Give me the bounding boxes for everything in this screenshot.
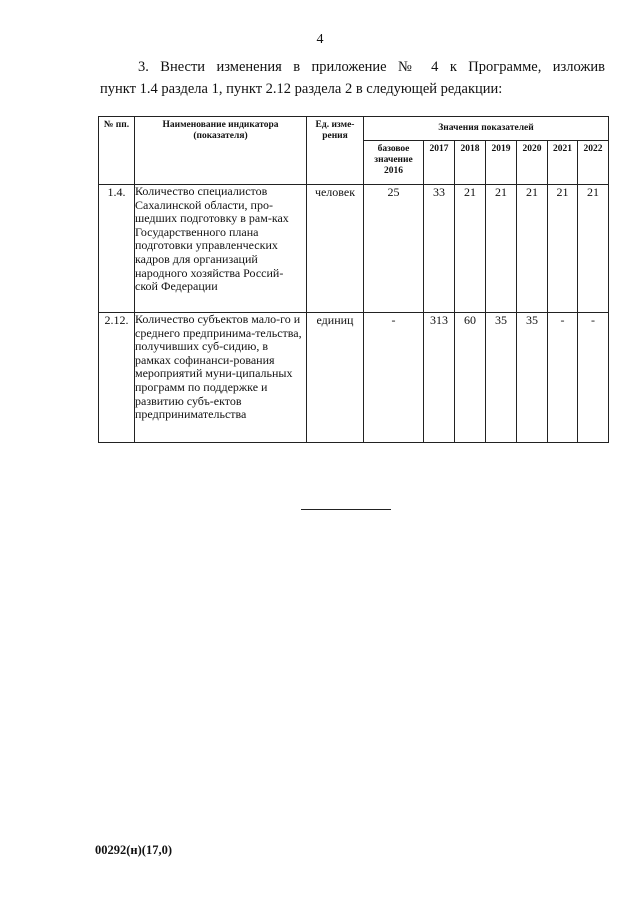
row-base-value: 25 [364, 185, 424, 313]
row-indicator-name: Количество субъектов мало-го и среднего предпринима-тельства, получивших суб-сидию, в рамках софинанси-рования мероприятий муни-ципальных программ по поддержке и развитию субъ-ектов предпринимательства [135, 313, 307, 443]
row-year-value: 33 [424, 185, 455, 313]
intro-line-1: 3. Внести изменения в приложение № 4 к Программе, изложив [138, 59, 605, 75]
row-number: 1.4. [99, 185, 135, 313]
row-year-value: 21 [486, 185, 517, 313]
table-row [99, 185, 609, 313]
row-year-value: - [548, 313, 578, 443]
row-year-value: 60 [455, 313, 486, 443]
header-year: 2022 [578, 141, 609, 185]
row-year-value: - [578, 313, 609, 443]
header-values-group: Значения показателей [364, 117, 609, 141]
header-year: 2019 [486, 141, 517, 185]
indicators-table [98, 116, 609, 443]
header-year: 2018 [455, 141, 486, 185]
row-year-value: 21 [517, 185, 548, 313]
document-code: 00292(н)(17,0) [95, 843, 172, 857]
row-number: 2.12. [99, 313, 135, 443]
header-indicator: Наименование индикатора (показателя) [135, 117, 307, 185]
row-unit: человек [307, 185, 364, 313]
row-year-value: 313 [424, 313, 455, 443]
intro-paragraph [100, 56, 605, 100]
row-year-value: 21 [455, 185, 486, 313]
row-unit: единиц [307, 313, 364, 443]
header-unit: Ед. изме-рения [307, 117, 364, 185]
end-divider [301, 509, 391, 510]
header-year: 2021 [548, 141, 578, 185]
row-year-value: 35 [486, 313, 517, 443]
row-base-value: - [364, 313, 424, 443]
row-indicator-name: Количество специалистов Сахалинской области, про-шедших подготовку в рам-ках Государственного плана подготовки управленческих кадров для организаций народного хозяйства Россий-ской Федерации [135, 185, 307, 313]
header-base-value: базовое значение 2016 [364, 141, 424, 185]
table-row [99, 313, 609, 443]
page-number: 4 [316, 32, 324, 47]
header-number: № пп. [99, 117, 135, 185]
row-year-value: 21 [578, 185, 609, 313]
row-year-value: 35 [517, 313, 548, 443]
header-year: 2020 [517, 141, 548, 185]
row-year-value: 21 [548, 185, 578, 313]
header-year: 2017 [424, 141, 455, 185]
intro-line-2: пункт 1.4 раздела 1, пункт 2.12 раздела 2 в следующей редакции: [100, 81, 503, 97]
